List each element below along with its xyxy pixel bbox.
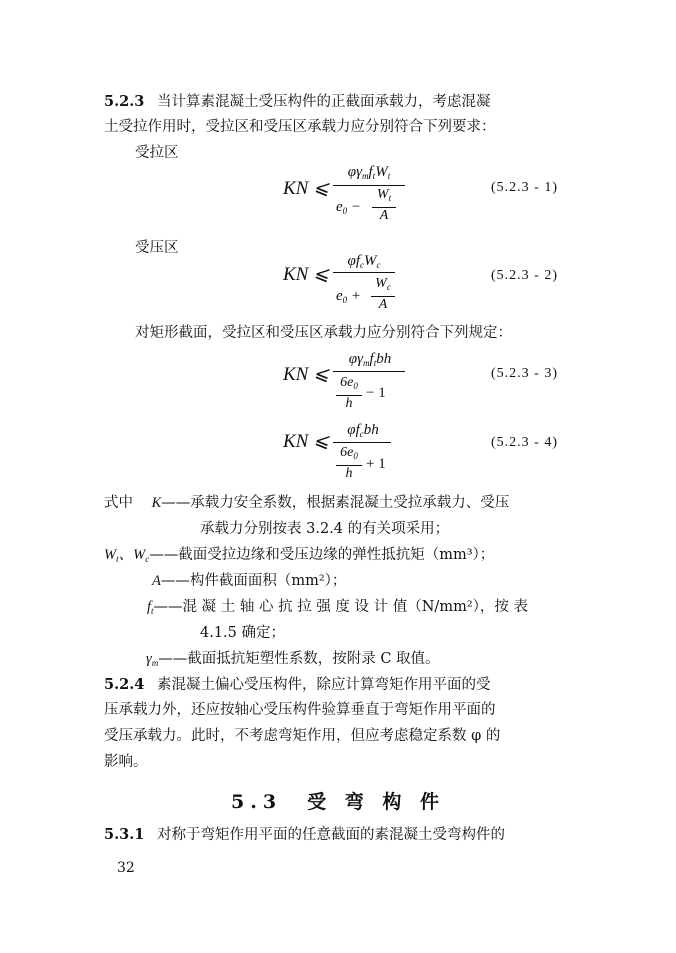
equation-numerator: $\varphi\gamma_mf_tW_t$ [347, 164, 391, 181]
paragraph-524-line4: 影响。 [104, 754, 148, 770]
label-tension-zone: 受拉区 [135, 145, 179, 161]
equation-denominator-tail: + 1 [366, 456, 386, 472]
equation-denominator: $e_0$ − [336, 199, 362, 216]
inner-fraction: $\frac{6e_0}{h}$ [336, 375, 362, 412]
inner-fraction: $\frac{W_t}{A}$ [372, 187, 396, 224]
fraction-bar [333, 442, 391, 443]
symbol-ft: $f_t$ [147, 599, 154, 616]
section-number-531: 5.3.1 [104, 826, 145, 843]
inner-fraction: $\frac{W_c}{A}$ [371, 276, 395, 313]
symbol-W: $W_t$、$W_c$ [104, 547, 150, 564]
section-heading-5-3: 5.3 受 弯 构 件 [231, 791, 445, 813]
equation-lhs: KN ⩽ [283, 431, 330, 452]
equation-lhs: KN ⩽ [283, 364, 330, 385]
label-compression-zone: 受压区 [135, 240, 179, 256]
page-number: 32 [117, 860, 135, 876]
equation-numerator: $\varphi\gamma_mf_tbh$ [348, 351, 392, 368]
fraction-bar [333, 272, 395, 273]
equation-numerator: $\varphi f_cbh$ [347, 422, 379, 439]
paragraph-523-line1: 5.2.3 当计算素混凝土受压构件的正截面承载力，考虑混凝 [104, 93, 491, 110]
equation-number: (5.2.3 - 2) [491, 268, 558, 283]
definition-K-line2: 承载力分别按表 3.2.4 的有关项采用； [200, 521, 450, 537]
equation-lhs: KN ⩽ [283, 178, 330, 199]
symbol-A: A [152, 573, 161, 589]
paragraph-524-line2: 压承载力外，还应按轴心受压构件验算垂直于弯矩作用平面的 [104, 702, 496, 718]
paragraph-rect-intro: 对矩形截面，受拉区和受压区承载力应分别符合下列规定： [135, 325, 512, 341]
definition-intro: 式中 [104, 495, 133, 511]
definition-ft-line1: $f_t——$混 凝 土 轴 心 抗 拉 强 度 设 计 值（N/mm²），按 表 [147, 599, 528, 616]
symbol-K: K [151, 495, 162, 511]
equation-number: (5.2.3 - 1) [491, 180, 558, 195]
equation-number: (5.2.3 - 3) [491, 366, 558, 381]
fraction-bar [333, 371, 405, 372]
equation-denominator-tail: − 1 [366, 385, 386, 401]
definition-W: $W_t$、$W_c——$截面受拉边缘和受压边缘的弹性抵抗矩（mm³）； [104, 547, 495, 564]
section-number-524: 5.2.4 [104, 676, 145, 693]
equation-numerator: $\varphi f_cW_c$ [347, 253, 381, 270]
paragraph-524-line1: 5.2.4 素混凝土偏心受压构件，除应计算弯矩作用平面的受 [104, 676, 491, 693]
definition-A: A——构件截面面积（mm²）； [152, 573, 347, 589]
paragraph-524-line3: 受压承载力。此时，不考虑弯矩作用，但应考虑稳定系数 φ 的 [104, 728, 501, 744]
equation-denominator: $e_0$ + [336, 288, 362, 305]
section-number-523: 5.2.3 [104, 93, 145, 110]
definition-ft-line2: 4.1.5 确定； [200, 625, 286, 641]
inner-fraction: $\frac{6e_0}{h}$ [336, 445, 362, 482]
definition-K-line1: 式中 K——承载力安全系数，根据素混凝土受拉承载力、受压 [104, 495, 510, 511]
fraction-bar [333, 185, 405, 186]
paragraph-523-line2: 土受拉作用时，受拉区和受压区承载力应分别符合下列要求： [104, 119, 496, 135]
definition-gamma-m: $\gamma_m——$截面抵抗矩塑性系数，按附录 C 取值。 [146, 651, 440, 668]
equation-lhs: KN ⩽ [283, 264, 330, 285]
paragraph-531-line1: 5.3.1 对称于弯矩作用平面的任意截面的素混凝土受弯构件的 [104, 826, 505, 843]
equation-number: (5.2.3 - 4) [491, 435, 558, 450]
symbol-gamma-m: $\gamma_m$ [146, 651, 159, 668]
